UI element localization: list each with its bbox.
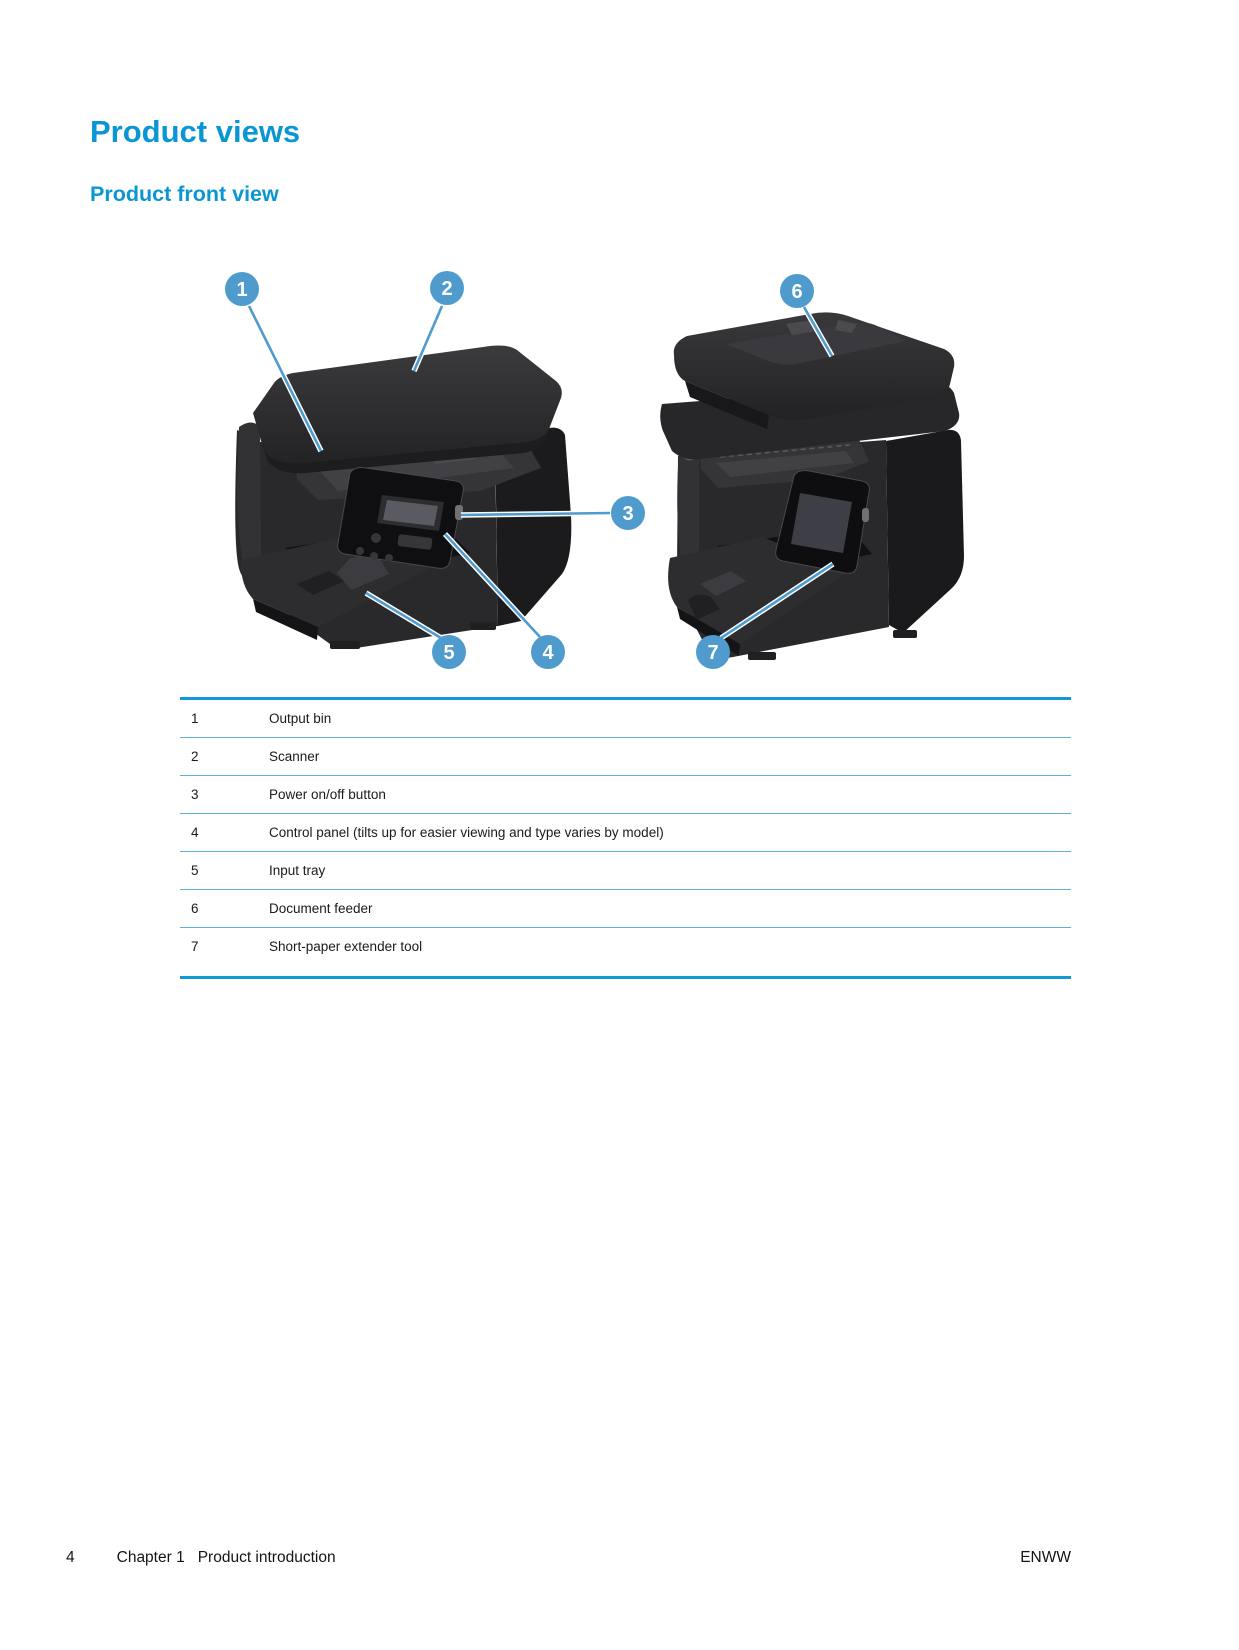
- footer-edition: ENWW: [1020, 1549, 1071, 1566]
- callout-number-4: 4: [542, 642, 554, 664]
- part-label: Document feeder: [269, 901, 373, 916]
- part-number: 3: [191, 787, 199, 802]
- parts-table: [180, 697, 1071, 979]
- callout-number-3: 3: [622, 503, 634, 525]
- callout-number-6: 6: [791, 281, 803, 303]
- table-row: [180, 776, 1071, 814]
- part-label: Control panel (tilts up for easier viewing and type varies by model): [269, 825, 664, 840]
- part-label: Scanner: [269, 749, 320, 764]
- printer-touchscreen-model-illustration: [660, 312, 964, 660]
- footer-left: [66, 1548, 336, 1567]
- table-row: [180, 814, 1071, 852]
- part-number: 6: [191, 901, 199, 916]
- part-number: 1: [191, 711, 199, 726]
- part-label: Power on/off button: [269, 787, 386, 802]
- table-row: [180, 928, 1071, 976]
- printer-lcd-model-illustration: [235, 346, 571, 649]
- part-label: Output bin: [269, 711, 332, 726]
- footer-page-number: 4: [66, 1549, 75, 1566]
- control-panel-lcd: [338, 468, 464, 569]
- table-row: [180, 700, 1071, 738]
- parts-table-body: [180, 700, 1071, 976]
- footer-section: Product introduction: [197, 1549, 336, 1566]
- part-label: Input tray: [269, 863, 326, 878]
- product-views-illustration: [170, 240, 1030, 680]
- page-title: Product views: [90, 114, 301, 149]
- callout-number-5: 5: [443, 642, 455, 664]
- part-number: 5: [191, 863, 199, 878]
- section-title: Product front view: [90, 182, 279, 206]
- part-number: 2: [191, 749, 199, 764]
- table-row: [180, 738, 1071, 776]
- product-front-view-figure: [170, 240, 1030, 680]
- page-footer: [66, 1548, 1071, 1567]
- table-row: [180, 890, 1071, 928]
- table-row: [180, 852, 1071, 890]
- callout-number-2: 2: [441, 278, 453, 300]
- part-label: Short-paper extender tool: [269, 939, 423, 954]
- callout-number-1: 1: [236, 279, 248, 301]
- part-number: 4: [191, 825, 199, 840]
- part-number: 7: [191, 939, 199, 954]
- footer-chapter: Chapter 1: [116, 1549, 185, 1566]
- callout-number-7: 7: [707, 642, 719, 664]
